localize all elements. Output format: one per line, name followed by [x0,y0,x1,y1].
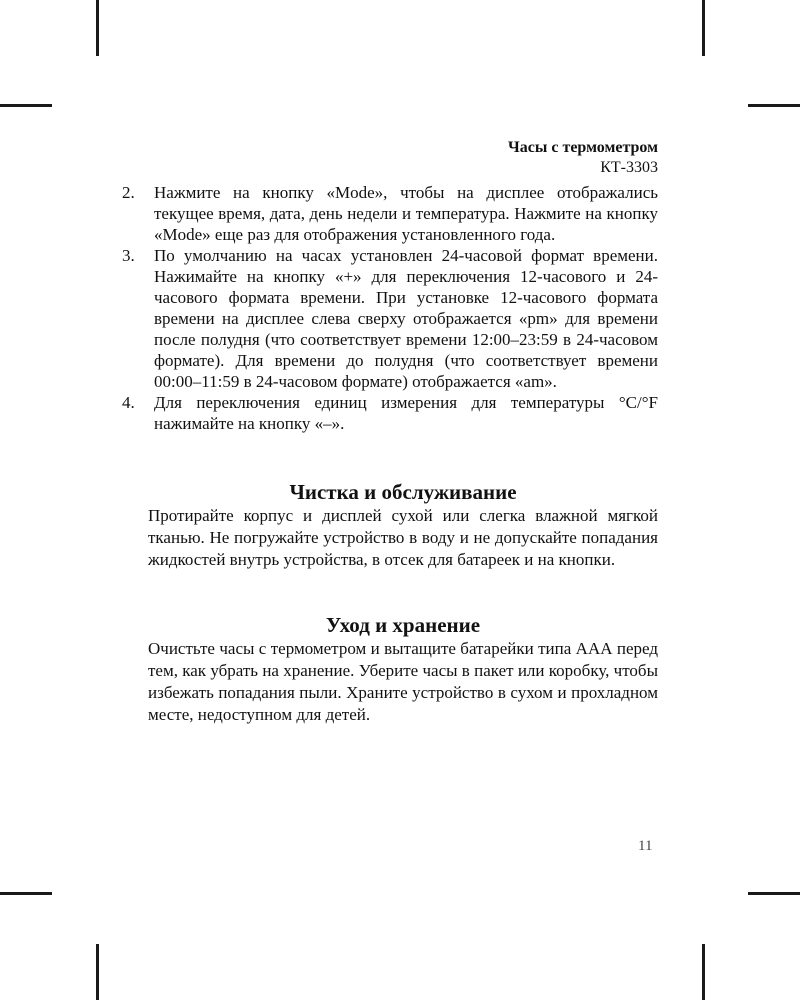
crop-mark-top-right [702,0,705,56]
step-text: По умолчанию на часах установлен 24-часовой формат времени. Нажимайте на кнопку «+» для переключения 12-часового и 24-часового формата времени. При установке 12-часового формата времени на дисплее слева сверху отображается «pm» для времени после полудня (что соответствует времени 12:00–23:59 в 24-часовом формате). Для времени до полудня (что соответствует времени 00:00–11:59 в 24-часовом формате) отображается «am». [154,246,658,391]
step-item [122,182,658,245]
crop-mark-bottom-right-h [748,892,800,895]
page-number: 11 [638,838,653,854]
step-number: 4. [122,393,135,412]
section-title-storage: Уход и хранение [325,613,481,637]
section-body-cleaning: Протирайте корпус и дисплей сухой или слегка влажной мягкой тканью. Не погружайте устройство в воду и не допускайте попадания жидкостей внутрь устройства, в отсек для батареек и на кнопки. [148,506,658,569]
header-model: КТ-3303 [600,159,658,176]
crop-mark-top-right-h [748,104,800,107]
crop-mark-bottom-left [96,944,99,1000]
crop-mark-top-left-h [0,104,52,107]
step-number: 2. [122,183,135,202]
step-item [122,392,658,434]
section-body-storage: Очистьте часы с термометром и вытащите батарейки типа ААА перед тем, как убрать на хранение. Уберите часы в пакет или коробку, чтобы избежать попадания пыли. Храните устройство в сухом и прохладном месте, недоступном для детей. [148,639,658,724]
crop-mark-bottom-left-h [0,892,52,895]
section-title-cleaning: Чистка и обслуживание [289,480,517,504]
step-text: Нажмите на кнопку «Mode», чтобы на дисплее отображались текущее время, дата, день недели и температура. Нажмите на кнопку «Mode» еще раз для отображения установленного года. [154,183,658,244]
manual-page [122,138,658,726]
step-number: 3. [122,246,135,265]
instruction-steps [122,182,658,434]
step-item [122,245,658,392]
running-header [148,138,658,178]
crop-mark-bottom-right [702,944,705,1000]
crop-mark-top-left [96,0,99,56]
header-title: Часы с термометром [508,139,658,156]
step-text: Для переключения единиц измерения для температуры °C/°F нажимайте на кнопку «–». [154,393,658,433]
